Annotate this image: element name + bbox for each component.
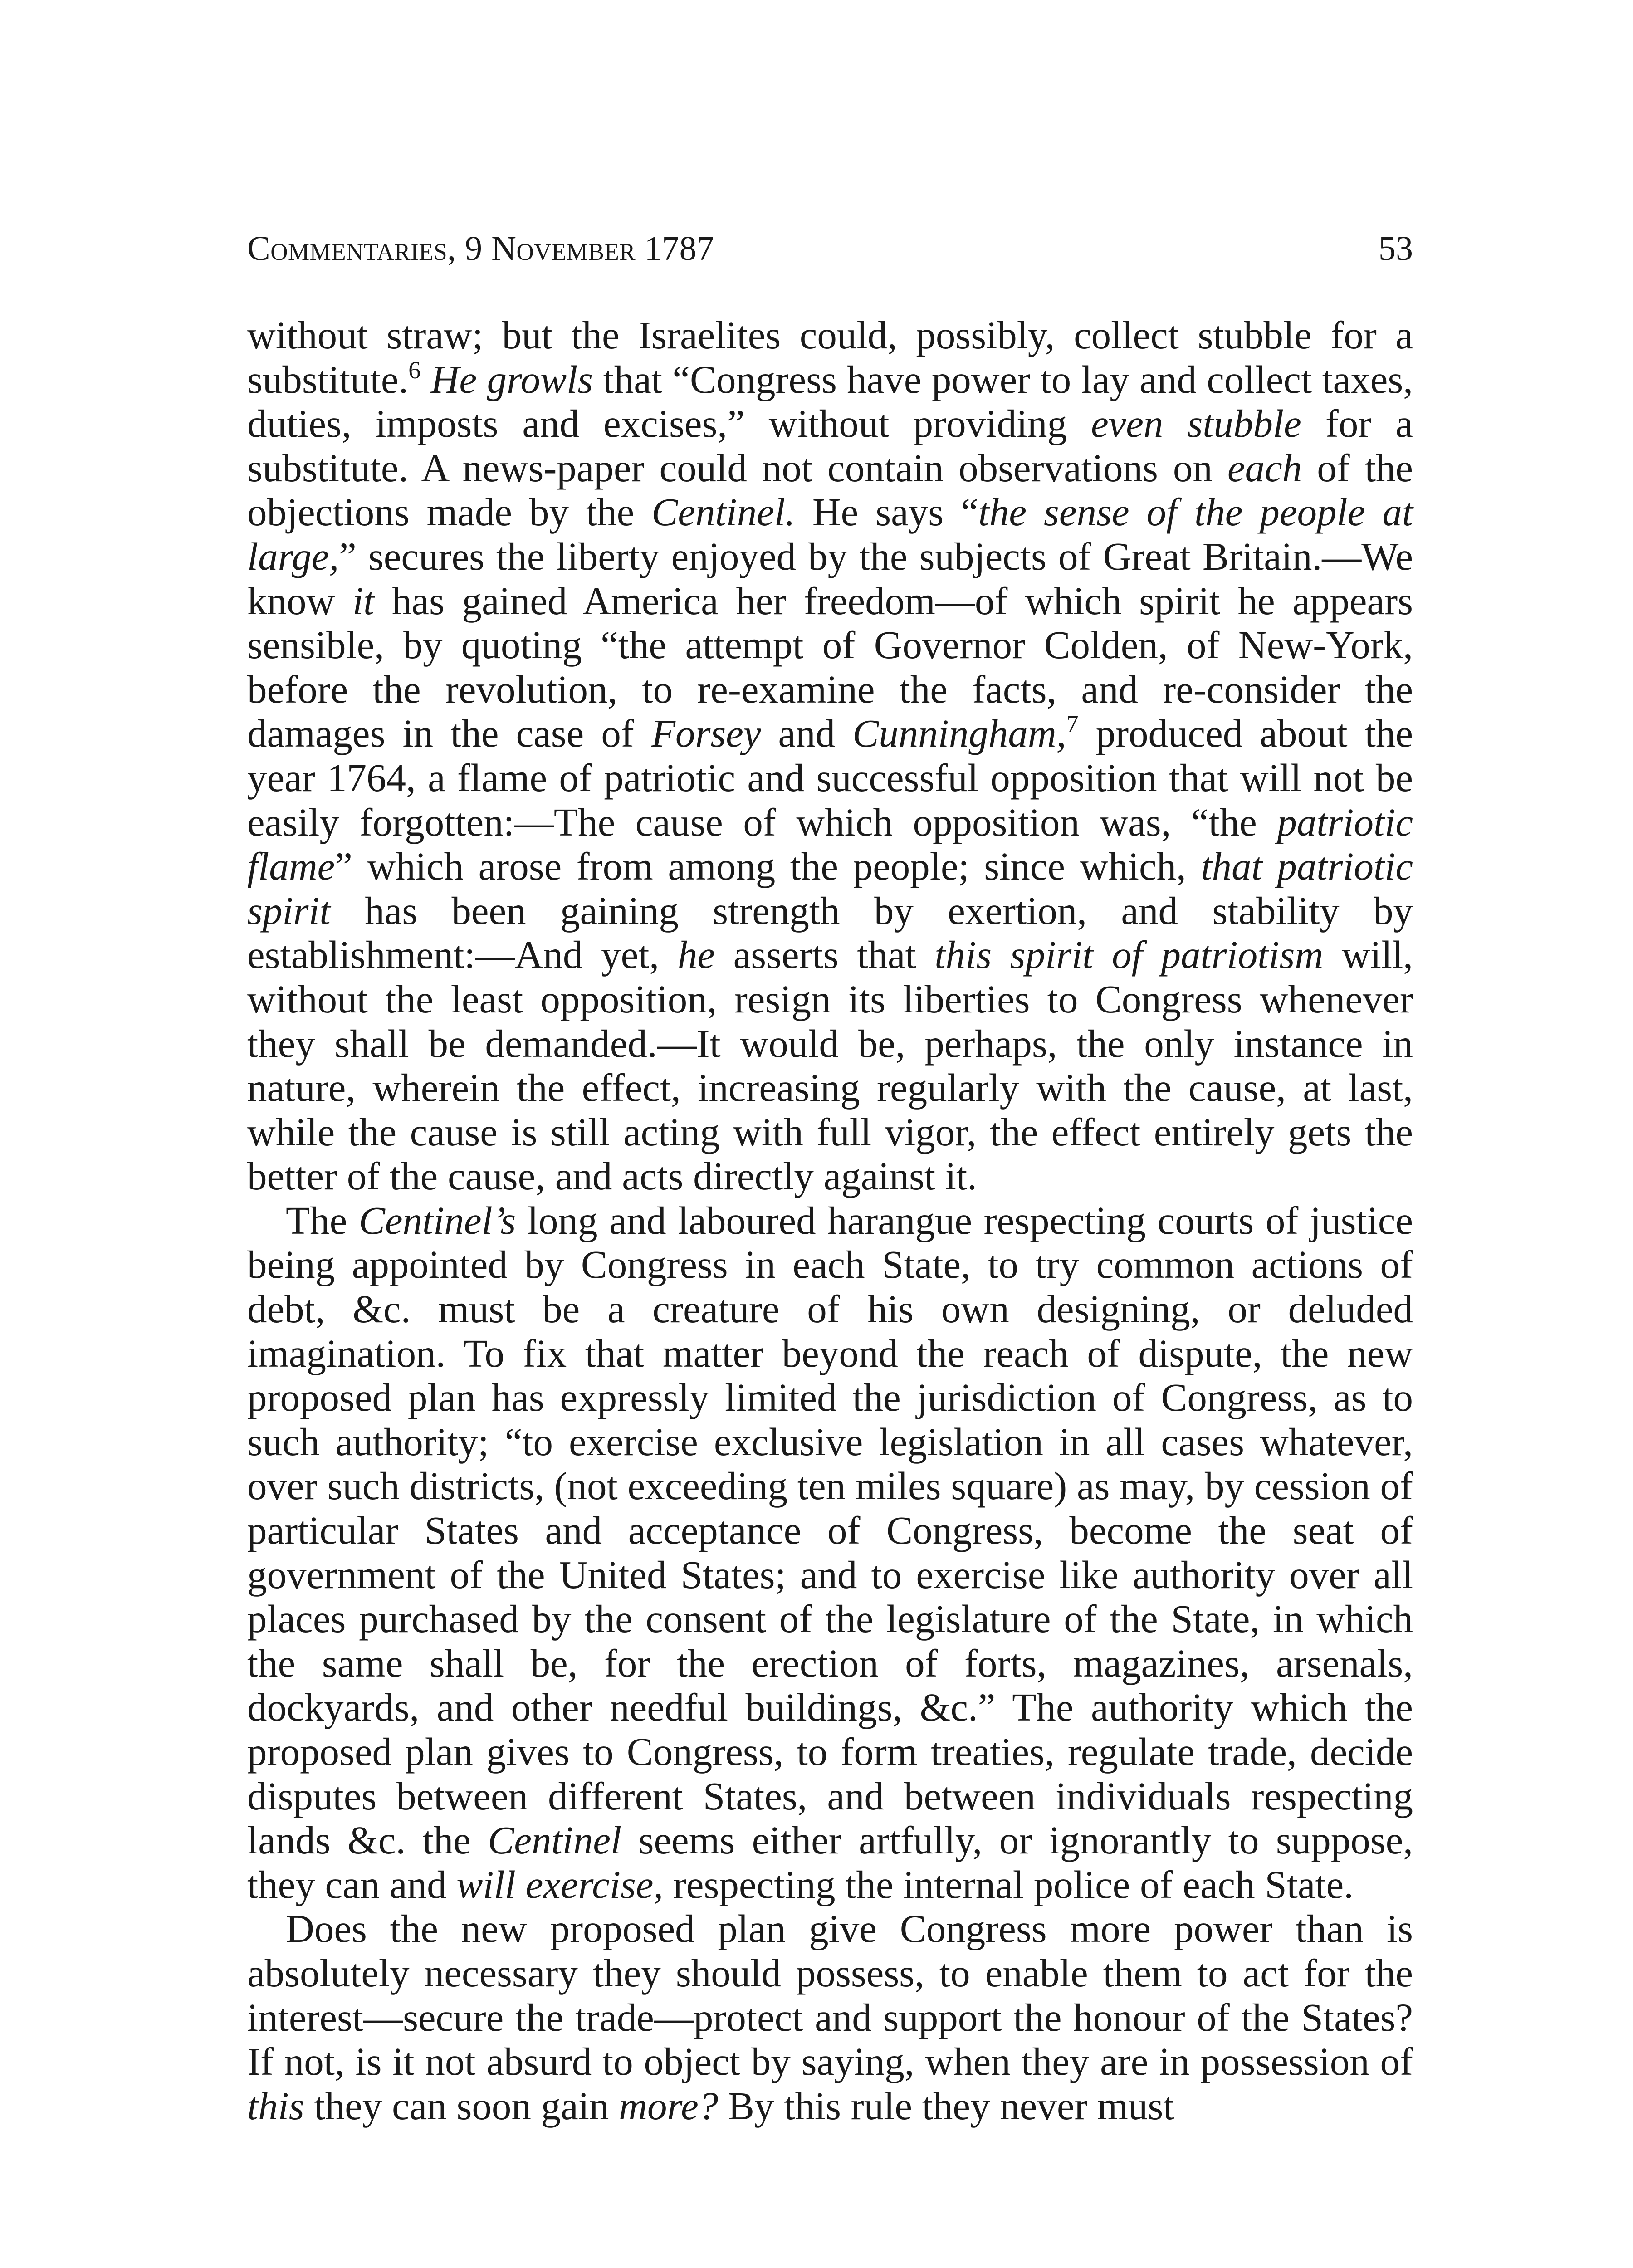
text-run: seems either artfully, or ignorantly to suppose, they can and	[247, 1818, 1413, 1906]
text-run: asserts that	[714, 933, 935, 977]
italic-run: Centinel.	[651, 490, 795, 534]
text-run: The	[286, 1198, 359, 1242]
italic-run: this	[247, 2083, 304, 2128]
text-run: By this rule they never must	[718, 2083, 1174, 2128]
text-run: and	[761, 711, 853, 756]
text-run: will, without the least opposition, resign its liberties to Congress whenever they shall be demanded.—It would be, perhaps, the only instance in nature, wherein the effect, increasing regularly with the cause, at last, while the cause is still acting with full vigor, the effect entirely gets the better of the cause, and acts directly against it.	[247, 933, 1413, 1198]
footnote-ref: 7	[1066, 710, 1079, 738]
text-run: Does the new proposed plan give Congress more power than is absolutely necessary they should possess, to enable them to act for the interest—secure the trade—protect and support the honour of the States? If not, is it not absurd to object by saying, when they are in possession of	[247, 1906, 1413, 2084]
text-run: respecting the internal police of each State.	[663, 1862, 1354, 1906]
paragraph-1	[247, 313, 1413, 1198]
text-run: that “Congress have power to lay and collect taxes, duties, imposts and excises,” without providing	[247, 357, 1413, 446]
italic-run: even stubble	[1091, 401, 1301, 446]
italic-run: patriotic flame	[247, 800, 1413, 889]
footnote-ref: 6	[408, 356, 421, 384]
running-title: Commentaries, 9 November 1787	[247, 230, 714, 268]
body-text	[247, 313, 1413, 2128]
text-run: ” which arose from among the people; since which,	[335, 844, 1201, 889]
paragraph-2	[247, 1198, 1413, 1907]
paragraph-3	[247, 1906, 1413, 2128]
text-run: has been gaining strength by exertion, and stability by establishment:—And yet,	[247, 888, 1413, 977]
text-run: of the objections made by the	[247, 445, 1413, 534]
italic-run: Centinel	[488, 1818, 622, 1862]
italic-run: each	[1227, 445, 1302, 490]
italic-run: the sense of the people at large,	[247, 490, 1413, 578]
italic-run: he	[677, 933, 715, 977]
italic-run: Cunningham,	[852, 711, 1066, 756]
italic-run: will exercise,	[456, 1862, 664, 1906]
text-run: has gained America her freedom—of which spirit he appears sensible, by quoting “the attempt of Governor Colden, of New-York, before the revolution, to re-examine the facts, and re-consider the damages in the case of	[247, 578, 1413, 756]
italic-run: Centinel’s	[358, 1198, 516, 1242]
text-run: without straw; but the Israelites could, possibly, collect stubble for a substitute.	[247, 313, 1413, 401]
italic-run: this spirit of patriotism	[934, 933, 1324, 977]
italic-run: He growls	[430, 357, 593, 401]
text-run	[420, 357, 430, 401]
text-run: for a substitute. A news-paper could not contain observations on	[247, 401, 1413, 490]
page-number: 53	[1379, 230, 1413, 268]
text-run: He says “	[795, 490, 978, 534]
text-run: they can soon gain	[304, 2083, 619, 2128]
italic-run: Forsey	[651, 711, 761, 756]
text-run: ” secures the liberty enjoyed by the subjects of Great Britain.—We know	[247, 534, 1413, 623]
italic-run: that patriotic spirit	[247, 844, 1413, 933]
italic-run: it	[352, 578, 375, 623]
italic-run: more?	[619, 2083, 719, 2128]
text-run: produced about the year 1764, a flame of patriotic and successful opposition that will not be easily forgotten:—The cause of which opposition was, “the	[247, 711, 1413, 844]
text-run: long and laboured harangue respecting courts of justice being appointed by Congress in each State, to try common actions of debt, &c. must be a creature of his own designing, or deluded imagination. To fix that matter beyond the reach of dispute, the new proposed plan has expressly limited the jurisdiction of Congress, as to such authority; “to exercise exclusive legislation in all cases whatever, over such districts, (not exceeding ten miles square) as may, by cession of particular States and acceptance of Congress, become the seat of government of the United States; and to exercise like authority over all places purchased by the consent of the legislature of the State, in which the same shall be, for the erection of forts, magazines, arsenals, dockyards, and other needful buildings, &c.” The authority which the proposed plan gives to Congress, to form treaties, regulate trade, decide disputes between different States, and between individuals respecting lands &c. the	[247, 1198, 1413, 1862]
running-head	[247, 231, 1413, 266]
